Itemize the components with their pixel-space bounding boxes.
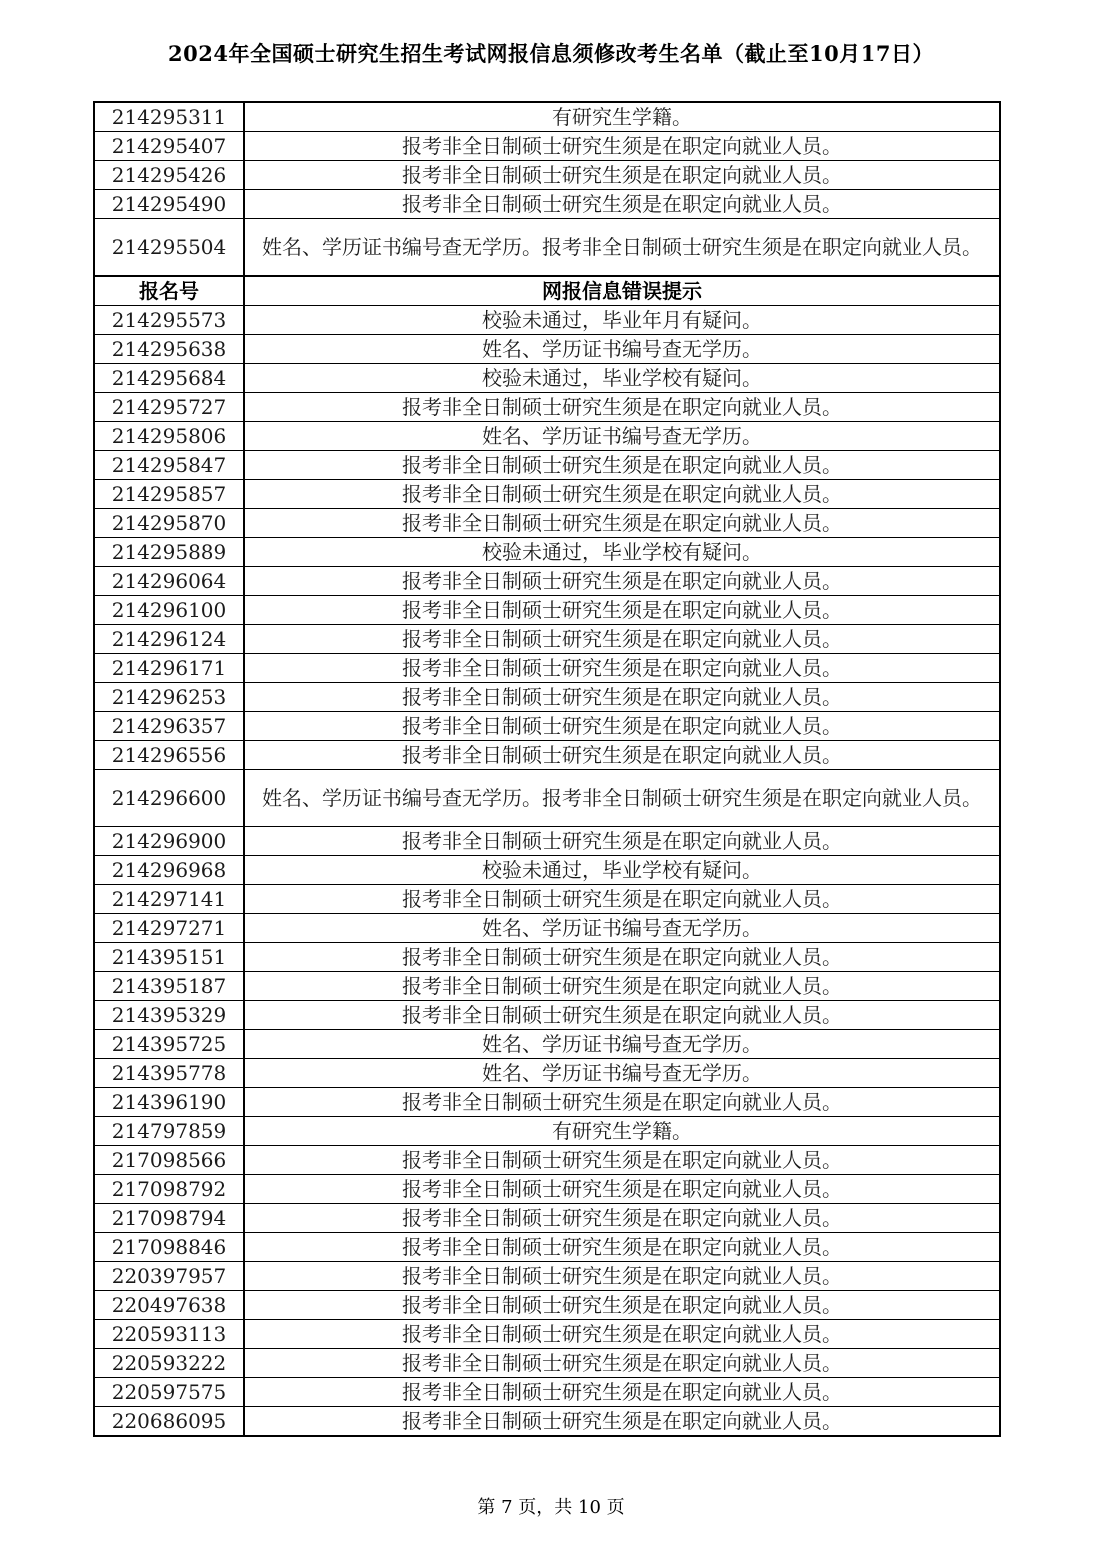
registration-number: 214295407 [94, 132, 244, 161]
page-footer: 第 7 页，共 10 页 [477, 1497, 625, 1518]
table-row [94, 1204, 1000, 1233]
table-header-group [94, 276, 1000, 306]
error-message: 报考非全日制硕士研究生须是在职定向就业人员。 [244, 885, 1000, 914]
registration-number: 217098792 [94, 1175, 244, 1204]
registration-number: 214295504 [94, 219, 244, 277]
registration-number: 214295847 [94, 451, 244, 480]
error-message: 报考非全日制硕士研究生须是在职定向就业人员。 [244, 1088, 1000, 1117]
registration-number: 214296253 [94, 683, 244, 712]
error-message: 报考非全日制硕士研究生须是在职定向就业人员。 [244, 1175, 1000, 1204]
table-body-before-header [94, 102, 1000, 276]
table-row [94, 625, 1000, 654]
registration-number: 214396190 [94, 1088, 244, 1117]
table-row [94, 219, 1000, 277]
error-message: 报考非全日制硕士研究生须是在职定向就业人员。 [244, 393, 1000, 422]
table-row [94, 509, 1000, 538]
registration-number: 214296124 [94, 625, 244, 654]
registration-number: 214296556 [94, 741, 244, 770]
registration-number: 214296600 [94, 770, 244, 827]
error-message: 校验未通过，毕业学校有疑问。 [244, 856, 1000, 885]
table-row [94, 393, 1000, 422]
error-message: 报考非全日制硕士研究生须是在职定向就业人员。 [244, 943, 1000, 972]
registration-number: 214395778 [94, 1059, 244, 1088]
table-row [94, 132, 1000, 161]
error-message: 报考非全日制硕士研究生须是在职定向就业人员。 [244, 972, 1000, 1001]
error-message: 报考非全日制硕士研究生须是在职定向就业人员。 [244, 1001, 1000, 1030]
table-row [94, 972, 1000, 1001]
error-message: 报考非全日制硕士研究生须是在职定向就业人员。 [244, 596, 1000, 625]
table-row [94, 161, 1000, 190]
table-row [94, 1233, 1000, 1262]
error-message: 报考非全日制硕士研究生须是在职定向就业人员。 [244, 1378, 1000, 1407]
table-row [94, 1117, 1000, 1146]
table-row [94, 1175, 1000, 1204]
registration-number: 220397957 [94, 1262, 244, 1291]
error-message: 报考非全日制硕士研究生须是在职定向就业人员。 [244, 1291, 1000, 1320]
registration-number: 214295806 [94, 422, 244, 451]
table-body-after-header [94, 306, 1000, 1437]
registration-number: 214296171 [94, 654, 244, 683]
error-message: 姓名、学历证书编号查无学历。 [244, 1030, 1000, 1059]
error-message: 报考非全日制硕士研究生须是在职定向就业人员。 [244, 509, 1000, 538]
registration-number: 214296064 [94, 567, 244, 596]
table-row [94, 480, 1000, 509]
error-message: 报考非全日制硕士研究生须是在职定向就业人员。 [244, 1233, 1000, 1262]
error-message: 姓名、学历证书编号查无学历。 [244, 914, 1000, 943]
error-message: 报考非全日制硕士研究生须是在职定向就业人员。 [244, 827, 1000, 856]
error-message: 报考非全日制硕士研究生须是在职定向就业人员。 [244, 683, 1000, 712]
page-title: 2024年全国硕士研究生招生考试网报信息须修改考生名单（截止至10月17日） [168, 41, 934, 66]
table-row [94, 943, 1000, 972]
error-message: 校验未通过，毕业学校有疑问。 [244, 364, 1000, 393]
registration-number: 214295490 [94, 190, 244, 219]
registration-number: 217098794 [94, 1204, 244, 1233]
registration-number: 214297271 [94, 914, 244, 943]
table-row [94, 102, 1000, 132]
candidate-table [93, 101, 1001, 1437]
table-row [94, 1349, 1000, 1378]
registration-number: 214295857 [94, 480, 244, 509]
table-row [94, 451, 1000, 480]
registration-number: 220597575 [94, 1378, 244, 1407]
table-row [94, 364, 1000, 393]
registration-number: 214295638 [94, 335, 244, 364]
error-message: 报考非全日制硕士研究生须是在职定向就业人员。 [244, 625, 1000, 654]
error-message: 有研究生学籍。 [244, 102, 1000, 132]
table-row [94, 885, 1000, 914]
table-row [94, 1059, 1000, 1088]
error-message: 报考非全日制硕士研究生须是在职定向就业人员。 [244, 1146, 1000, 1175]
error-message: 报考非全日制硕士研究生须是在职定向就业人员。 [244, 1204, 1000, 1233]
error-message: 姓名、学历证书编号查无学历。 [244, 335, 1000, 364]
table-row [94, 1378, 1000, 1407]
registration-number: 214395151 [94, 943, 244, 972]
table-row [94, 422, 1000, 451]
error-message: 报考非全日制硕士研究生须是在职定向就业人员。 [244, 712, 1000, 741]
registration-number: 220497638 [94, 1291, 244, 1320]
error-message: 报考非全日制硕士研究生须是在职定向就业人员。 [244, 190, 1000, 219]
error-message: 报考非全日制硕士研究生须是在职定向就业人员。 [244, 1262, 1000, 1291]
header-error-message: 网报信息错误提示 [244, 276, 1000, 306]
error-message: 报考非全日制硕士研究生须是在职定向就业人员。 [244, 132, 1000, 161]
registration-number: 220593222 [94, 1349, 244, 1378]
error-message: 姓名、学历证书编号查无学历。报考非全日制硕士研究生须是在职定向就业人员。 [244, 219, 1000, 277]
table-row [94, 1146, 1000, 1175]
error-message: 校验未通过，毕业年月有疑问。 [244, 306, 1000, 335]
registration-number: 214296357 [94, 712, 244, 741]
error-message: 校验未通过，毕业学校有疑问。 [244, 538, 1000, 567]
error-message: 报考非全日制硕士研究生须是在职定向就业人员。 [244, 741, 1000, 770]
registration-number: 214296100 [94, 596, 244, 625]
registration-number: 214295426 [94, 161, 244, 190]
error-message: 报考非全日制硕士研究生须是在职定向就业人员。 [244, 1349, 1000, 1378]
error-message: 有研究生学籍。 [244, 1117, 1000, 1146]
table-row [94, 741, 1000, 770]
registration-number: 214395329 [94, 1001, 244, 1030]
table-row [94, 306, 1000, 335]
registration-number: 214296968 [94, 856, 244, 885]
table-header-row [94, 276, 1000, 306]
table-row [94, 1030, 1000, 1059]
registration-number: 214295870 [94, 509, 244, 538]
registration-number: 220686095 [94, 1407, 244, 1437]
table-row [94, 1001, 1000, 1030]
table-row [94, 335, 1000, 364]
registration-number: 217098846 [94, 1233, 244, 1262]
error-message: 报考非全日制硕士研究生须是在职定向就业人员。 [244, 480, 1000, 509]
table-row [94, 856, 1000, 885]
registration-number: 214295684 [94, 364, 244, 393]
table-row [94, 712, 1000, 741]
registration-number: 220593113 [94, 1320, 244, 1349]
error-message: 姓名、学历证书编号查无学历。 [244, 1059, 1000, 1088]
error-message: 报考非全日制硕士研究生须是在职定向就业人员。 [244, 654, 1000, 683]
table-row [94, 567, 1000, 596]
table-row [94, 683, 1000, 712]
table-row [94, 1262, 1000, 1291]
error-message: 报考非全日制硕士研究生须是在职定向就业人员。 [244, 567, 1000, 596]
error-message: 报考非全日制硕士研究生须是在职定向就业人员。 [244, 1320, 1000, 1349]
table-row [94, 1088, 1000, 1117]
registration-number: 214295311 [94, 102, 244, 132]
registration-number: 214297141 [94, 885, 244, 914]
table-row [94, 1320, 1000, 1349]
table-row [94, 190, 1000, 219]
registration-number: 214797859 [94, 1117, 244, 1146]
table-row [94, 596, 1000, 625]
error-message: 报考非全日制硕士研究生须是在职定向就业人员。 [244, 161, 1000, 190]
table-row [94, 827, 1000, 856]
registration-number: 214295727 [94, 393, 244, 422]
registration-number: 214395187 [94, 972, 244, 1001]
table-row [94, 914, 1000, 943]
registration-number: 217098566 [94, 1146, 244, 1175]
registration-number: 214295889 [94, 538, 244, 567]
error-message: 报考非全日制硕士研究生须是在职定向就业人员。 [244, 1407, 1000, 1437]
error-message: 姓名、学历证书编号查无学历。 [244, 422, 1000, 451]
table-row [94, 770, 1000, 827]
table-row [94, 1407, 1000, 1437]
error-message: 报考非全日制硕士研究生须是在职定向就业人员。 [244, 451, 1000, 480]
registration-number: 214295573 [94, 306, 244, 335]
table-row [94, 654, 1000, 683]
registration-number: 214296900 [94, 827, 244, 856]
header-registration-number: 报名号 [94, 276, 244, 306]
table-row [94, 538, 1000, 567]
registration-number: 214395725 [94, 1030, 244, 1059]
error-message: 姓名、学历证书编号查无学历。报考非全日制硕士研究生须是在职定向就业人员。 [244, 770, 1000, 827]
table-row [94, 1291, 1000, 1320]
